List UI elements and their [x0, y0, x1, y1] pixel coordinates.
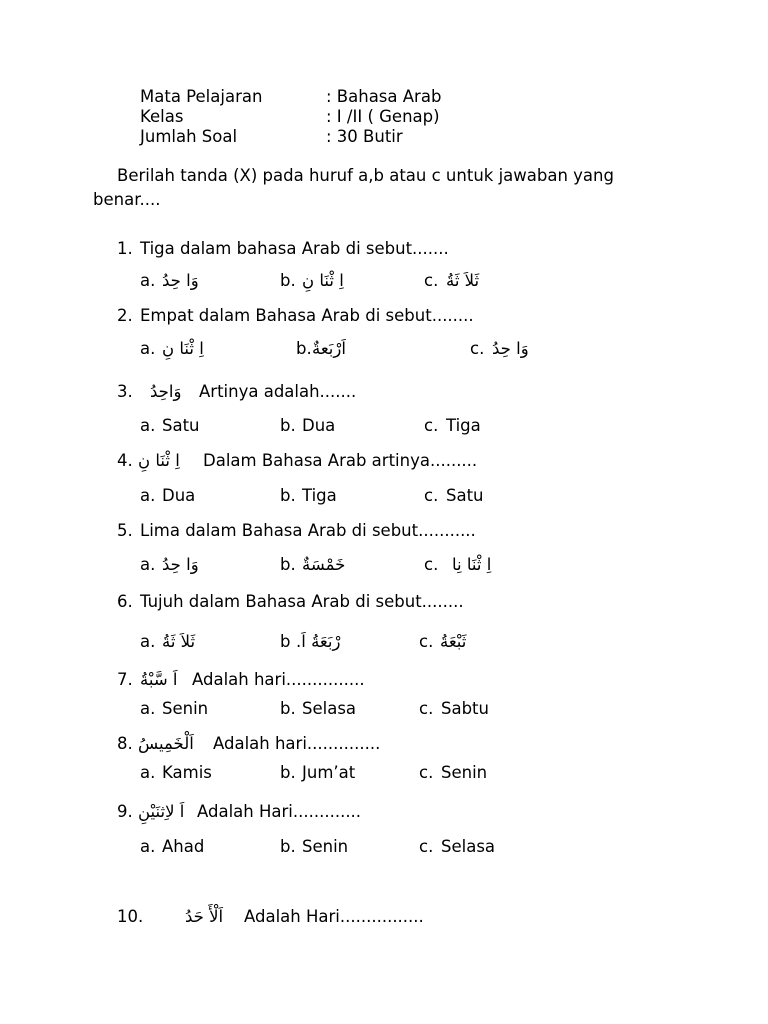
- question-1-number: 1.: [117, 239, 133, 258]
- q7-option-a-letter: a.: [140, 699, 156, 718]
- q6-option-a-letter: a.: [140, 632, 156, 651]
- q7-option-b-text: Selasa: [302, 699, 357, 718]
- q2-option-b-letter: b.: [296, 339, 312, 358]
- q9-option-c-letter: c.: [419, 837, 434, 856]
- q3-option-b-letter: b.: [280, 416, 296, 435]
- q2-option-a-text: اِ ثْنَا نِ: [162, 339, 204, 358]
- question-count-label: Jumlah Soal: [140, 127, 238, 146]
- q3-option-b-text: Dua: [302, 416, 336, 435]
- q8-option-b-letter: b.: [280, 763, 296, 782]
- question-6-number: 6.: [117, 592, 133, 611]
- q2-option-c-text: وَا حِدُ: [492, 339, 529, 358]
- q5-option-a-letter: a.: [140, 555, 156, 574]
- question-4-arabic: اِ ثْنَا نِ: [138, 451, 180, 470]
- question-9-number: 9.: [117, 802, 133, 821]
- q1-option-a-letter: a.: [140, 271, 156, 290]
- q8-option-c-text: Senin: [441, 763, 488, 782]
- q4-option-a-text: Dua: [162, 486, 196, 505]
- q6-option-a-text: ثَلاَ ثَةُ: [162, 632, 196, 651]
- question-10-text: Adalah Hari................: [244, 907, 424, 926]
- q2-option-a-letter: a.: [140, 339, 156, 358]
- q6-option-c-text: ثَبْعَةُ: [440, 632, 467, 651]
- question-2-text: Empat dalam Bahasa Arab di sebut........: [140, 306, 474, 325]
- q8-option-a-letter: a.: [140, 763, 156, 782]
- q3-option-c-text: Tiga: [446, 416, 481, 435]
- instruction-line-1: Berilah tanda (X) pada huruf a,b atau c untuk jawaban yang: [117, 166, 614, 185]
- question-2-number: 2.: [117, 306, 133, 325]
- q6-option-c-letter: c.: [419, 632, 434, 651]
- subject-value: : Bahasa Arab: [326, 87, 442, 106]
- q4-option-c-letter: c.: [424, 486, 439, 505]
- q1-option-b-letter: b.: [280, 271, 296, 290]
- q3-option-a-letter: a.: [140, 416, 156, 435]
- q7-option-a-text: Senin: [162, 699, 209, 718]
- q4-option-a-letter: a.: [140, 486, 156, 505]
- q3-option-c-letter: c.: [424, 416, 439, 435]
- q5-option-a-text: وَا حِدُ: [162, 555, 199, 574]
- q7-option-c-text: Sabtu: [441, 699, 489, 718]
- question-3-number: 3.: [117, 382, 133, 401]
- q7-option-b-letter: b.: [280, 699, 296, 718]
- question-6-text: Tujuh dalam Bahasa Arab di sebut........: [140, 592, 464, 611]
- subject-label: Mata Pelajaran: [140, 87, 263, 106]
- class-value: : I /II ( Genap): [326, 107, 440, 126]
- q2-option-c-letter: c.: [470, 339, 485, 358]
- question-5-number: 5.: [117, 521, 133, 540]
- q9-option-a-letter: a.: [140, 837, 156, 856]
- question-7-number: 7.: [117, 670, 133, 689]
- q9-option-b-text: Senin: [302, 837, 349, 856]
- q5-option-c-text: اِ ثْنَا نِا: [452, 555, 492, 574]
- question-4-text: Dalam Bahasa Arab artinya.........: [203, 451, 478, 470]
- q2-option-b-text: اَرْبَعةٌ: [312, 339, 346, 358]
- question-9-arabic: اَ لاِثنَيْنِ: [138, 802, 185, 821]
- q6-option-b-letter: b: [280, 632, 291, 651]
- q5-option-b-text: خَمْسَةٌ: [302, 555, 346, 574]
- question-8-arabic: اَلْخَمِيسُ: [138, 734, 194, 753]
- q4-option-b-text: Tiga: [302, 486, 337, 505]
- class-label: Kelas: [140, 107, 184, 126]
- q1-option-c-text: ثَلاَ ثَةُ: [446, 271, 480, 290]
- q4-option-c-text: Satu: [446, 486, 484, 505]
- q7-option-c-letter: c.: [419, 699, 434, 718]
- question-3-arabic: وَاحِدُ: [150, 382, 182, 401]
- q4-option-b-letter: b.: [280, 486, 296, 505]
- q1-option-c-letter: c.: [424, 271, 439, 290]
- q9-option-c-text: Selasa: [441, 837, 496, 856]
- question-7-text: Adalah hari...............: [192, 670, 365, 689]
- question-7-arabic: اَ سَّبْةُ: [140, 670, 178, 689]
- instruction-line-2: benar....: [93, 190, 161, 209]
- question-1-text: Tiga dalam bahasa Arab di sebut.......: [140, 239, 449, 258]
- question-10-number: 10.: [117, 907, 144, 926]
- question-4-number: 4.: [117, 451, 133, 470]
- q8-option-b-text: Jum’at: [302, 763, 356, 782]
- question-5-text: Lima dalam Bahasa Arab di sebut...........: [140, 521, 476, 540]
- question-10-arabic: اَلْأَ حَدُ: [185, 907, 224, 926]
- question-8-number: 8.: [117, 734, 133, 753]
- q5-option-c-letter: c.: [424, 555, 439, 574]
- q8-option-a-text: Kamis: [162, 763, 212, 782]
- question-9-text: Adalah Hari.............: [197, 802, 362, 821]
- q5-option-b-letter: b.: [280, 555, 296, 574]
- question-count-value: : 30 Butir: [326, 127, 403, 146]
- q1-option-b-text: اِ ثْنَا نِ: [302, 271, 344, 290]
- question-3-text: Artinya adalah.......: [199, 382, 357, 401]
- q3-option-a-text: Satu: [162, 416, 200, 435]
- q6-option-b-text: رْبَعَةُ اَ.: [296, 632, 341, 651]
- q8-option-c-letter: c.: [419, 763, 434, 782]
- q9-option-b-letter: b.: [280, 837, 296, 856]
- question-8-text: Adalah hari..............: [213, 734, 381, 753]
- q1-option-a-text: وَا حِدُ: [162, 271, 199, 290]
- q9-option-a-text: Ahad: [162, 837, 205, 856]
